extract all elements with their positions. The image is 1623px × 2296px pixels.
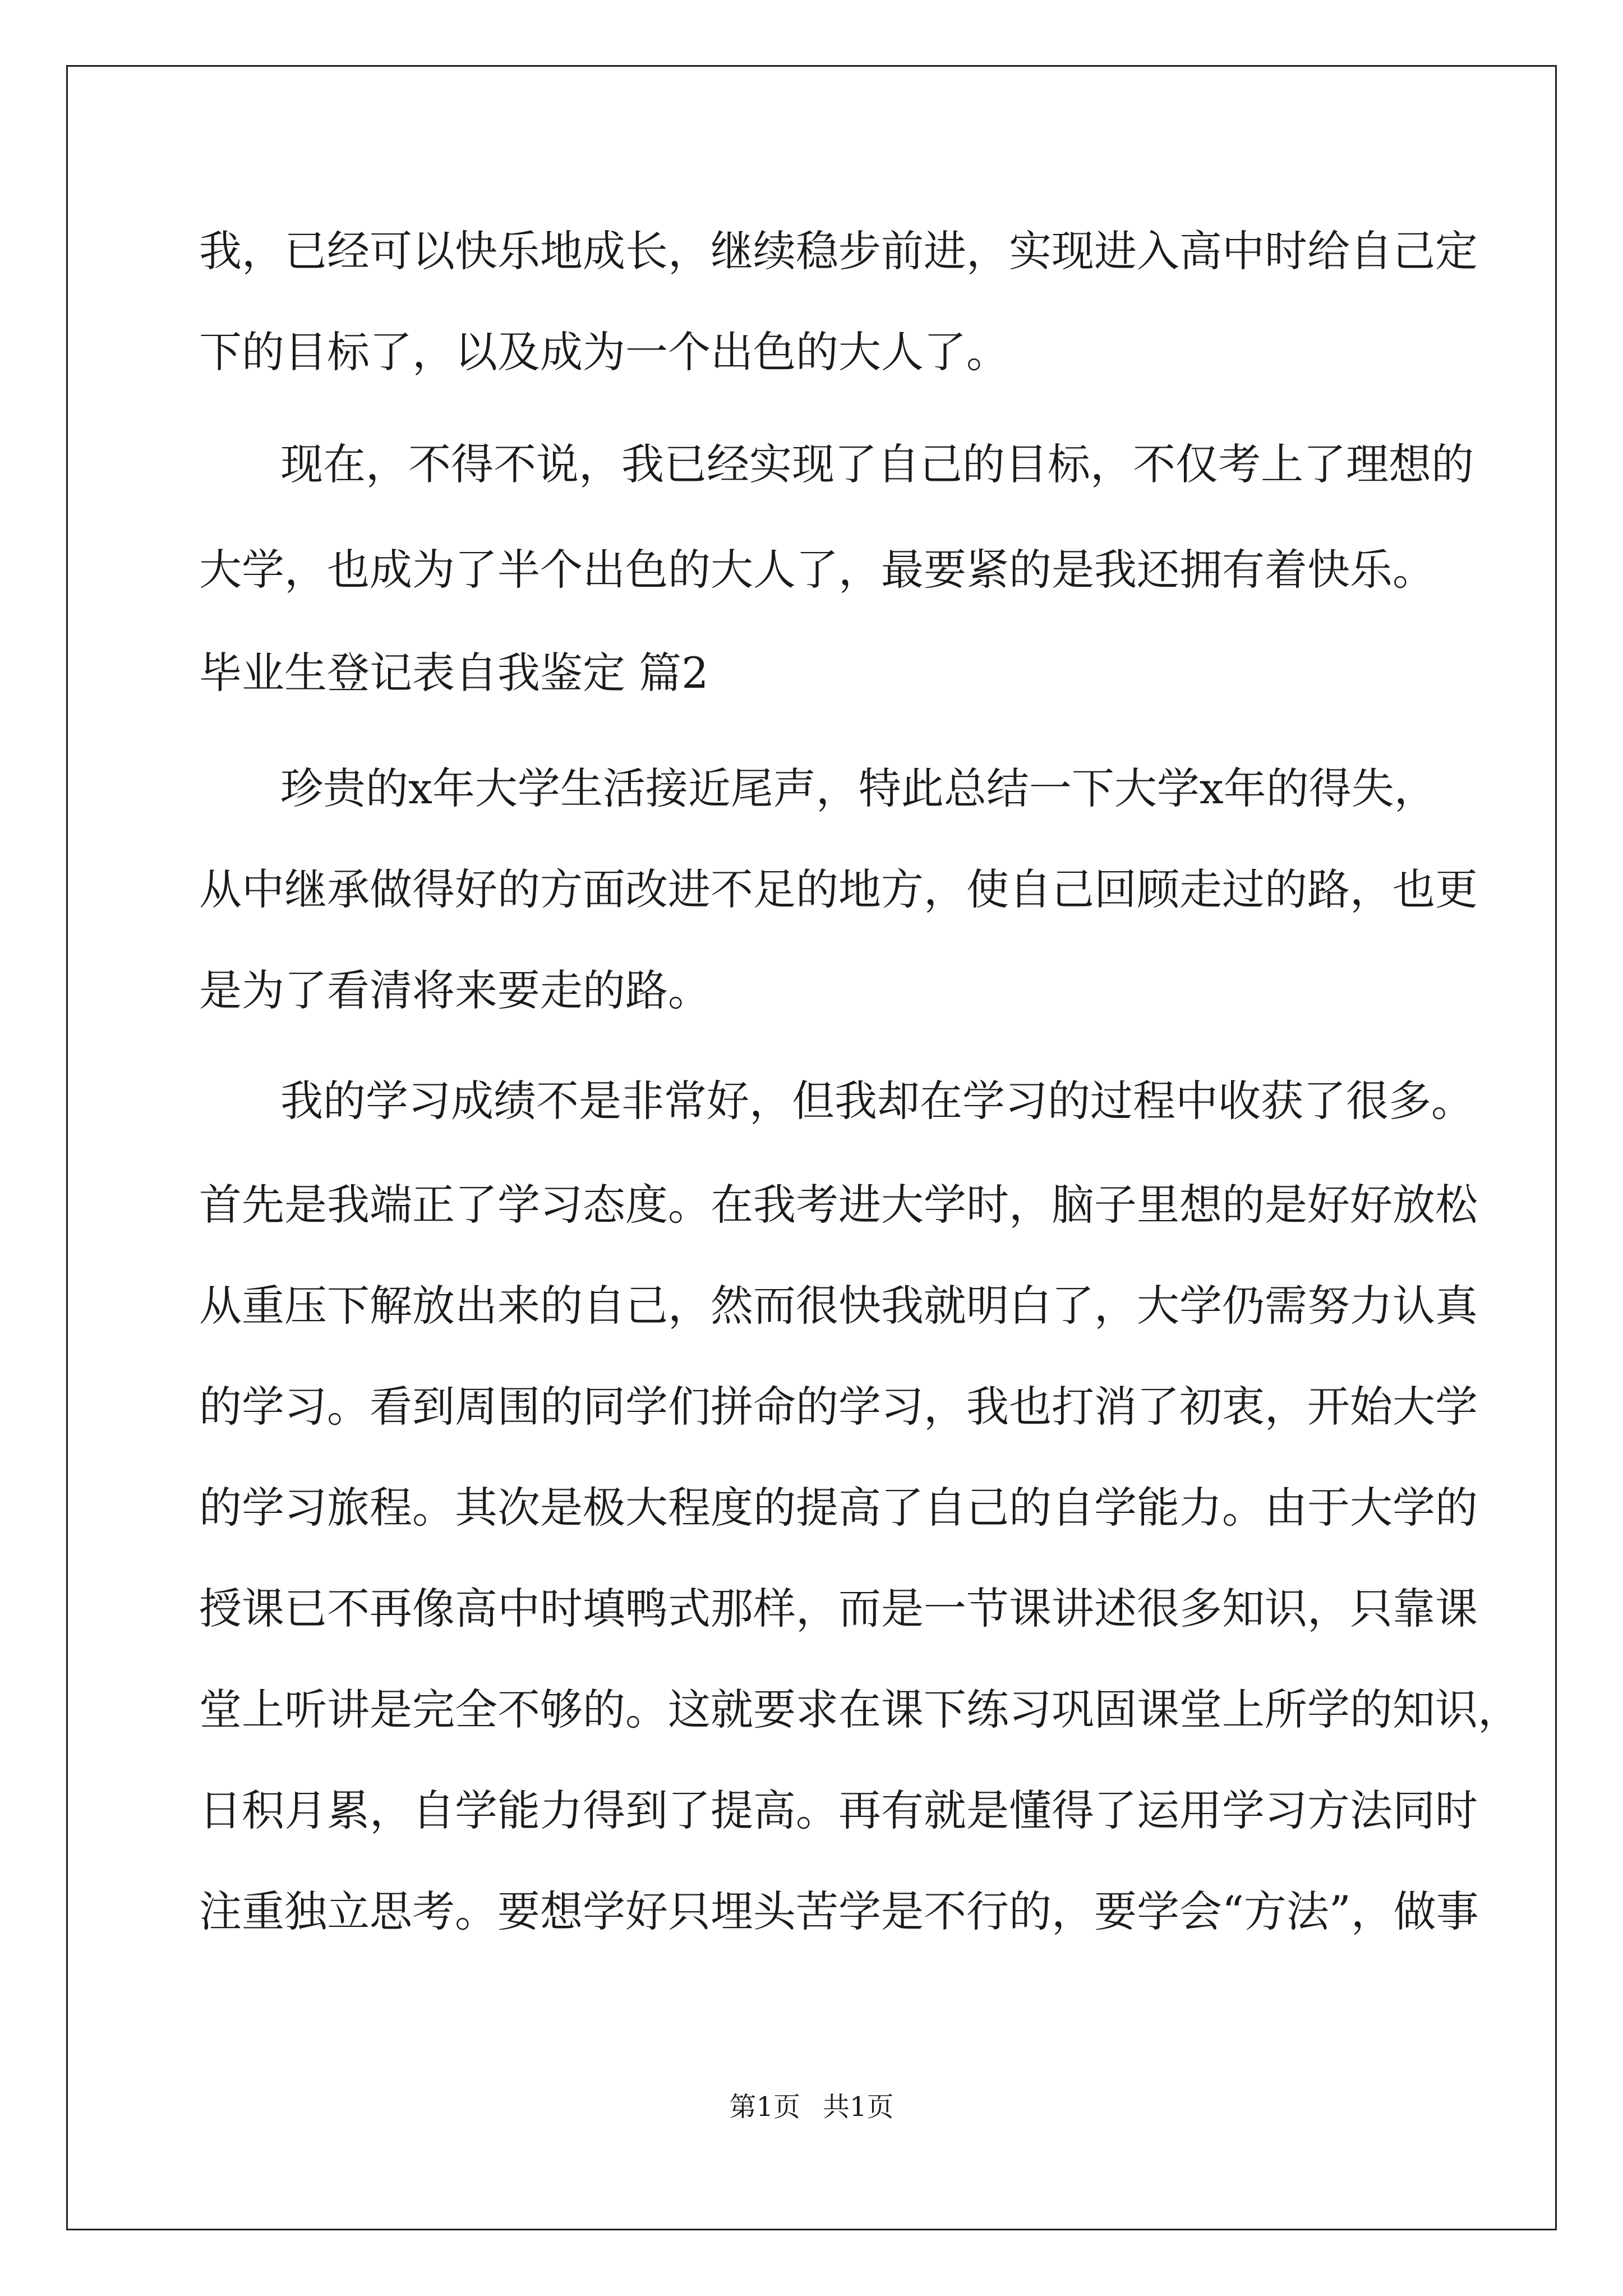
body-text-line: 的学习旅程。其次是极大程度的提高了自己的自学能力。由于大学的 bbox=[199, 1483, 1478, 1533]
body-text-line: 下的目标了，以及成为一个出色的大人了。 bbox=[199, 327, 1009, 377]
body-text-line: 从重压下解放出来的自己，然而很快我就明白了，大学仍需努力认真 bbox=[199, 1281, 1478, 1331]
body-text-line: 我的学习成绩不是非常好，但我却在学习的过程中收获了很多。 bbox=[280, 1076, 1474, 1126]
body-text-line: 从中继承做得好的方面改进不足的地方，使自己回顾走过的路，也更 bbox=[199, 864, 1478, 914]
body-text-line: 珍贵的x年大学生活接近尾声，特此总结一下大学x年的得失， bbox=[280, 763, 1437, 813]
section-heading: 毕业生登记表自我鉴定 篇2 bbox=[199, 648, 709, 698]
body-text-line: 是为了看清将来要走的路。 bbox=[199, 965, 711, 1015]
body-text-line: 首先是我端正了学习态度。在我考进大学时，脑子里想的是好好放松 bbox=[199, 1180, 1478, 1230]
page-footer bbox=[0, 2091, 1623, 2123]
body-text-line: 的学习。看到周围的同学们拼命的学习，我也打消了初衷，开始大学 bbox=[199, 1382, 1478, 1432]
page-total: 共1页 bbox=[823, 2091, 894, 2123]
body-text-line: 授课已不再像高中时填鸭式那样，而是一节课讲述很多知识，只靠课 bbox=[199, 1584, 1478, 1634]
body-text-line: 我，已经可以快乐地成长，继续稳步前进，实现进入高中时给自己定 bbox=[199, 226, 1478, 276]
page-number: 第1页 bbox=[729, 2091, 800, 2123]
body-text-line: 现在，不得不说，我已经实现了自己的目标，不仅考上了理想的 bbox=[280, 439, 1474, 489]
body-text-line: 注重独立思考。要想学好只埋头苦学是不行的，要学会“方法”，做事 bbox=[199, 1887, 1479, 1936]
body-text-line: 堂上听讲是完全不够的。这就要求在课下练习巩固课堂上所学的知识， bbox=[199, 1685, 1520, 1734]
body-text-line: 日积月累，自学能力得到了提高。再有就是懂得了运用学习方法同时 bbox=[199, 1786, 1478, 1835]
body-text-line: 大学，也成为了半个出色的大人了，最要紧的是我还拥有着快乐。 bbox=[199, 545, 1435, 595]
